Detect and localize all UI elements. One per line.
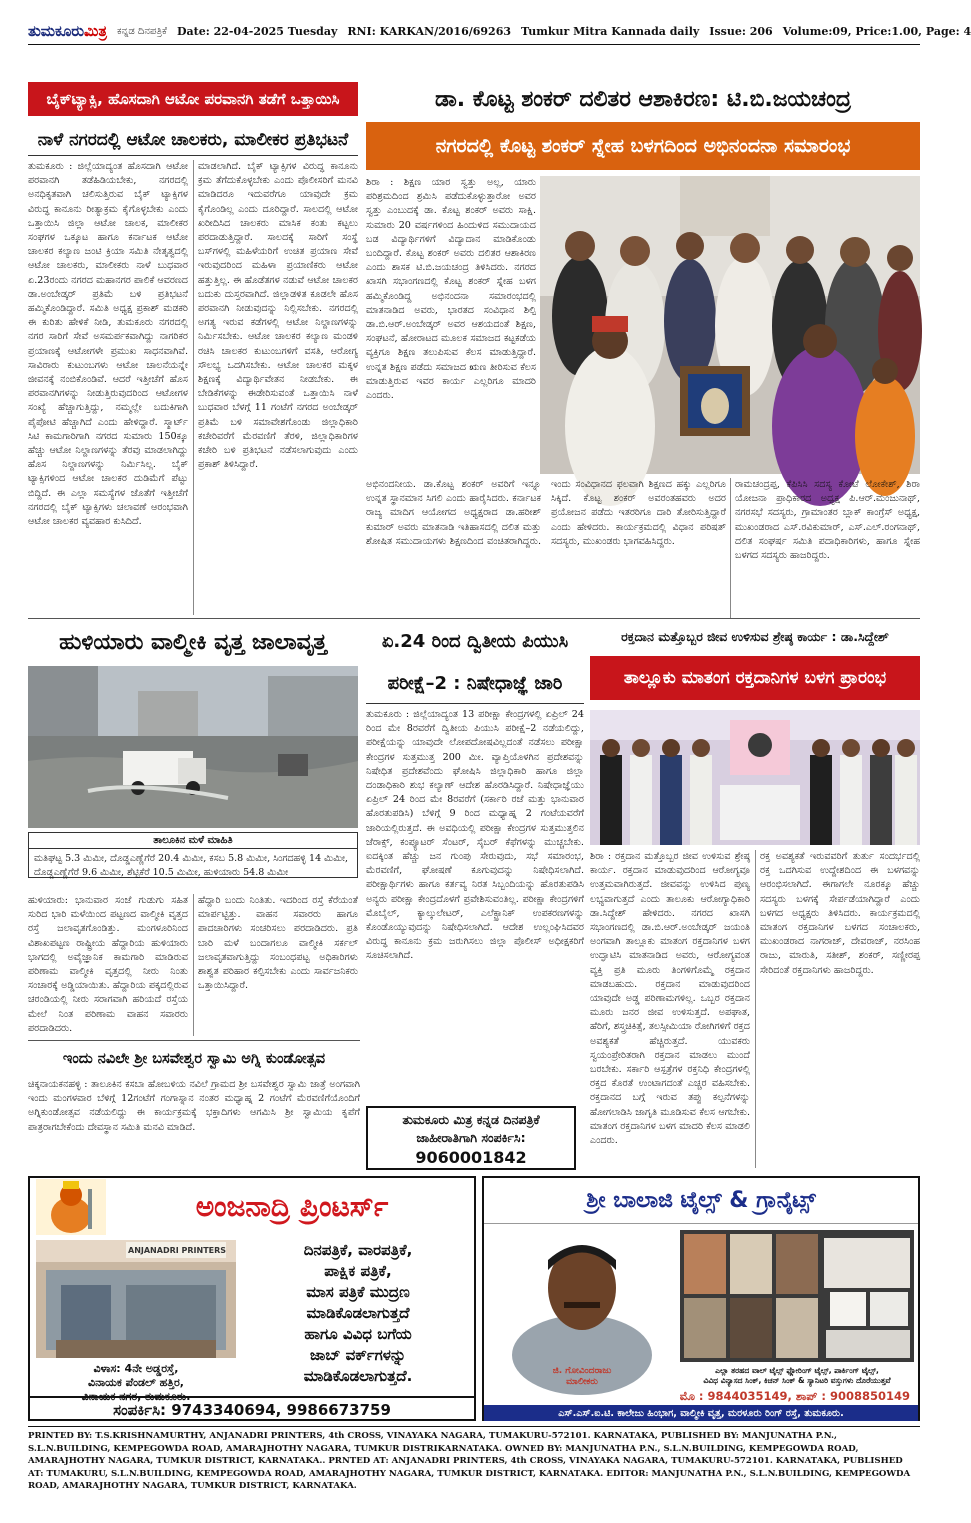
service-line: ಪಾಕ್ಷಿಕ ಪತ್ರಿಕೆ, bbox=[324, 1262, 392, 1280]
ad-anjanadri-printers bbox=[28, 1176, 476, 1421]
ad-contact-box bbox=[366, 1106, 576, 1170]
column-divider bbox=[755, 850, 756, 1168]
volume-price-page: Volume:09, Price:1.00, Page: 4 bbox=[782, 24, 971, 38]
tiles-graphic bbox=[680, 1230, 914, 1362]
felicitation-photo bbox=[540, 176, 920, 474]
owner-name-text: ಜಿ. ಗೋವಿಂದರಾಜು bbox=[552, 1366, 612, 1376]
section-rule bbox=[28, 1040, 360, 1041]
owner-name bbox=[492, 1366, 672, 1388]
puc-story-headline-line1: ಏ.24 ರಿಂದ ದ್ವಿತೀಯ ಪಿಯುಸಿ bbox=[381, 630, 569, 652]
shankar-story-col2b: ರಾಮಚಂದ್ರಪ್ಪ, ಕೆಪಿಸಿಸಿ ಸದಸ್ಯ ಕೋಟೆ ಲೋಕೇಶ್, ಶಿರಾ ಯೋಜನಾ ಪ್ರಾಧಿಕಾರದ ಅಧ್ಯಕ್ಷ ಪಿ.ಆರ್.ಮಂಜುನಾಥ್, ನಗರಸಭೆ ಸದಸ್ಯರು, ಗ್ರಾಮಾಂತರ ಬ್ಲಾಕ್ ಕಾಂಗ್ರೆಸ್ ಅಧ್ಯಕ್ಷ, ಮುಖಂಡರಾದ ಎಸ್.ರವಿಕುಮಾರ್, ಎಸ್.ಎಲ್.ರಂಗನಾಥ್, ದಲಿತ ಸಂಘರ್ಷ ಸಮಿತಿ ಪದಾಧಿಕಾರಿಗಳು, ಹಾಗೂ ಸ್ನೇಹ ಬಳಗದ ಸದಸ್ಯರು ಹಾಜರಿದ್ದರು. bbox=[735, 479, 920, 562]
flooded-circle-graphic bbox=[28, 666, 358, 828]
puc-story-body: ತುಮಕೂರು : ಜಿಲ್ಲೆಯಾದ್ಯಂತ 13 ಪರೀಕ್ಷಾ ಕೇಂದ್ರಗಳಲ್ಲಿ ಏಪ್ರಿಲ್ 24 ರಿಂದ ಮೇ 8ರವರೆಗೆ ದ್ವಿತೀಯ ಪಿಯುಸಿ ಪರೀಕ್ಷೆ–2 ನಡೆಯಲಿದ್ದು, ಪರೀಕ್ಷೆಯನ್ನು ಯಾವುದೇ ಲೋಪದೋಷವಿಲ್ಲದಂತೆ ನಡೆಸಲು ಪರೀಕ್ಷಾ ಕೇಂದ್ರಗಳ ಸುತ್ತಮುತ್ತ 200 ಮೀ. ವ್ಯಾಪ್ತಿಯೊಳಗಿನ ಪ್ರದೇಶವನ್ನು ನಿಷೇಧಿತ ಪ್ರದೇಶವೆಂದು ಘೋಷಿಸಿ ಜಿಲ್ಲಾಧಿಕಾರಿ ಹಾಗೂ ಜಿಲ್ಲಾ ದಂಡಾಧಿಕಾರಿ ಶುಭ ಕಲ್ಯಾಣ್ ಆದೇಶ ಹೊರಡಿಸಿದ್ದಾರೆ. ನಿಷೇಧಾಜ್ಞೆಯು ಏಪ್ರಿಲ್ 24 ರಿಂದ ಮೇ 8ರವರೆಗೆ (ಸರ್ಕಾರಿ ರಜೆ ಮತ್ತು ಭಾನುವಾರ ಹೊರತುಪಡಿಸಿ) ಬೆಳಿಗ್ಗೆ 9 ರಿಂದ ಮಧ್ಯಾಹ್ನ 2 ಗಂಟೆಯವರೆಗೆ ಜಾರಿಯಲ್ಲಿರುತ್ತದೆ. ಈ ಅವಧಿಯಲ್ಲಿ ಪರೀಕ್ಷಾ ಕೇಂದ್ರಗಳ ಸುತ್ತಮುತ್ತಲಿನ ಜೆರಾಕ್ಸ್, ಕಂಪ್ಯೂಟರ್ ಸೆಂಟರ್, ಸೈಬರ್ ಕೆಫೆಗಳನ್ನು ಮುಚ್ಚಬೇಕು. ಐದಕ್ಕಿಂತ ಹೆಚ್ಚು ಜನ ಗುಂಪು ಸೇರುವುದು, ಸಭೆ ಸಮಾರಂಭ, ಮೆರವಣಿಗೆ, ಘೋಷಣೆ ಕೂಗುವುದನ್ನು ನಿಷೇಧಿಸಲಾಗಿದೆ. ಪರೀಕ್ಷಾರ್ಥಿಗಳು ಹಾಗೂ ಕರ್ತವ್ಯ ನಿರತ ಸಿಬ್ಬಂದಿಯನ್ನು ಹೊರತುಪಡಿಸಿ ಅನ್ಯರು ಪರೀಕ್ಷಾ ಕೇಂದ್ರದೊಳಗೆ ಪ್ರವೇಶಿಸುವಂತಿಲ್ಲ. ಪರೀಕ್ಷಾ ಕೇಂದ್ರಗಳಿಗೆ ಮೊಬೈಲ್, ಕ್ಯಾಲ್ಕುಲೇಟರ್, ಎಲೆಕ್ಟ್ರಾನಿಕ್ ಉಪಕರಣಗಳನ್ನು ಕೊಂಡೊಯ್ಯುವುದನ್ನು ನಿಷೇಧಿಸಲಾಗಿದೆ. ಆದೇಶ ಉಲ್ಲಂಘಿಸಿದವರ ವಿರುದ್ಧ ಕಾನೂನು ಕ್ರಮ ಜರುಗಿಸಲು ಜಿಲ್ಲಾ ಪೊಲೀಸ್ ಅಧೀಕ್ಷಕರಿಗೆ ಸೂಚಿಸಲಾಗಿದೆ. bbox=[366, 709, 584, 962]
service-line: ಮಾಡಿಕೊಡಲಾಗುತ್ತದೆ bbox=[306, 1304, 410, 1322]
auto-story-headline: ನಾಳೆ ನಗರದಲ್ಲಿ ಆಟೋ ಚಾಲಕರು, ಮಾಲೀಕರ ಪ್ರತಿಭಟನೆ bbox=[28, 124, 358, 156]
rain-info-title: ತಾಲೂಕಿನ ಮಳೆ ಮಾಹಿತಿ bbox=[29, 833, 357, 849]
ad-contact-phone: 9060001842 bbox=[415, 1148, 527, 1167]
address-line: ವಿನಾಯಕ ನಗರ, ತುಮಕೂರು. bbox=[81, 1390, 191, 1403]
masthead bbox=[28, 20, 971, 42]
footer-rule bbox=[28, 1426, 920, 1427]
owner-portrait-graphic bbox=[492, 1230, 672, 1362]
ad-contact-paper: ತುಮಕೂರು ಮಿತ್ರ ಕನ್ನಡ ದಿನಪತ್ರಿಕೆ bbox=[402, 1112, 540, 1127]
shop-signboard: ANJANADRI PRINTERS bbox=[128, 1246, 227, 1255]
blood-story-kicker: ರಕ್ತದಾನ ಮತ್ತೊಬ್ಬರ ಜೀವ ಉಳಿಸುವ ಶ್ರೇಷ್ಠ ಕಾರ್ಯ : ಡಾ.ಸಿದ್ದೇಶ್ bbox=[621, 629, 889, 644]
huliyar-story-col1: ಹುಳಿಯಾರು: ಭಾನುವಾರ ಸಂಜೆ ಗುಡುಗು ಸಹಿತ ಸುರಿದ ಭಾರಿ ಮಳೆಯಿಂದ ಪಟ್ಟಣದ ವಾಲ್ಮೀಕಿ ವೃತ್ತದ ರಸ್ತೆ ಜಲಾವೃತಗೊಂಡಿತ್ತು. ಮಂಗಳೂರಿನಿಂದ ವಿಶಾಖಪಟ್ಟಣ ರಾಷ್ಟ್ರೀಯ ಹೆದ್ದಾರಿಯ ಹುಳಿಯಾರು ಭಾಗದಲ್ಲಿ ಅವೈಜ್ಞಾನಿಕ ಕಾಮಗಾರಿ ಮಾಡಿರುವ ಪರಿಣಾಮ ವಾಲ್ಮೀಕಿ ವೃತ್ತದಲ್ಲಿ ನೀರು ನಿಂತು ಸಂಚಾರಕ್ಕೆ ಅಡ್ಡಿಯಾಯಿತು. ಹೆದ್ದಾರಿಯ ಪಕ್ಕದಲ್ಲಿರುವ ಚರಂಡಿಯಲ್ಲಿ ನೀರು ಸರಾಗವಾಗಿ ಹರಿಯದೆ ರಸ್ತೆಯ ಮೇಲೆ ನಿಂತ ಪರಿಣಾಮ ವಾಹನ ಸವಾರರು ಪರದಾಡಿದರು. bbox=[28, 895, 188, 1034]
tagline-line: ವಿವಿಧ ವಿನ್ಯಾಸದ ಸಿಂಕ್, ಕಿಚನ್ ಸಿಂಕ್ & ಸ್ಯಾನಿಟರಿ ವಸ್ತುಗಳು ದೊರೆಯುತ್ತವೆ bbox=[703, 1376, 891, 1385]
hanuman-icon bbox=[36, 1179, 106, 1235]
tagline-line: ಎಲ್ಲಾ ತರಹದ ವಾಲ್ ಟೈಲ್ಸ್ ಫ್ಲೋರಿಂಗ್ ಟೈಲ್ಸ್, ಪಾರ್ಕಿಂಗ್ ಟೈಲ್ಸ್, bbox=[715, 1366, 879, 1375]
section-rule bbox=[28, 618, 920, 619]
ad-balaji-tiles bbox=[482, 1176, 920, 1421]
ad-anjanadri-header bbox=[30, 1178, 478, 1236]
issue-number: Issue: 206 bbox=[709, 24, 773, 38]
blood-story-col1: ಶಿರಾ : ರಕ್ತದಾನ ಮತ್ತೊಬ್ಬರ ಜೀವ ಉಳಿಸುವ ಶ್ರೇಷ್ಠ ಕಾರ್ಯ. ರಕ್ತದಾನ ಮಾಡುವುದರಿಂದ ಆರೋಗ್ಯವೂ ಉತ್ತಮವಾಗಿರುತ್ತದೆ. ಜೀವವನ್ನು ಉಳಿಸಿದ ಪುಣ್ಯ ಲಭ್ಯವಾಗುತ್ತದೆ ಎಂದು ತಾಲೂಕು ಆರೋಗ್ಯಾಧಿಕಾರಿ ಡಾ.ಸಿದ್ದೇಶ್ ಹೇಳಿದರು. ನಗರದ ಖಾಸಗಿ ಸಭಾಂಗಣದಲ್ಲಿ ಡಾ.ಬಿ.ಆರ್.ಅಂಬೇಡ್ಕರ್ ಜಯಂತಿ ಅಂಗವಾಗಿ ತಾಲ್ಲೂಕು ಮಾತಂಗ ರಕ್ತದಾನಿಗಳ ಬಳಗ ಉದ್ಘಾಟಿಸಿ ಮಾತನಾಡಿದ ಅವರು, ಆರೋಗ್ಯವಂತ ವ್ಯಕ್ತಿ ಪ್ರತಿ ಮೂರು ತಿಂಗಳಿಗೊಮ್ಮೆ ರಕ್ತದಾನ ಮಾಡಬಹುದು. ರಕ್ತದಾನ ಮಾಡುವುದರಿಂದ ಯಾವುದೇ ಅಡ್ಡ ಪರಿಣಾಮಗಳಿಲ್ಲ. ಒಬ್ಬರ ರಕ್ತದಾನ ಮೂರು ಜನರ ಜೀವ ಉಳಿಸುತ್ತದೆ. ಅಪಘಾತ, ಹೆರಿಗೆ, ಶಸ್ತ್ರಚಿಕಿತ್ಸೆ, ತಲಸ್ಸೀಮಿಯಾ ರೋಗಿಗಳಿಗೆ ರಕ್ತದ ಅವಶ್ಯಕತೆ ಹೆಚ್ಚಿರುತ್ತದೆ. ಯುವಕರು ಸ್ವಯಂಪ್ರೇರಿತರಾಗಿ ರಕ್ತದಾನ ಮಾಡಲು ಮುಂದೆ ಬರಬೇಕು. ಸರ್ಕಾರಿ ಆಸ್ಪತ್ರೆಗಳ ರಕ್ತನಿಧಿ ಕೇಂದ್ರಗಳಲ್ಲಿ ರಕ್ತದ ಕೊರತೆ ಉಂಟಾಗದಂತೆ ಎಚ್ಚರ ವಹಿಸಬೇಕು. ರಕ್ತದಾನದ ಬಗ್ಗೆ ಇರುವ ತಪ್ಪು ಕಲ್ಪನೆಗಳನ್ನು ಹೋಗಲಾಡಿಸಿ ಜಾಗೃತಿ ಮೂಡಿಸುವ ಕೆಲಸ ಆಗಬೇಕು. ಮಾತಂಗ ರಕ್ತದಾನಿಗಳ ಬಳಗ ಮಾದರಿ ಕೆಲಸ ಮಾಡಲಿ ಎಂದರು. bbox=[590, 851, 750, 1147]
column-divider bbox=[730, 478, 731, 618]
service-line: ಜಾಬ್ ವರ್ಕ್‌ಗಳನ್ನು bbox=[309, 1346, 407, 1364]
blood-donors-graphic bbox=[590, 710, 920, 845]
blood-donors-group-photo bbox=[590, 710, 920, 845]
basaveshwara-story-body: ಚಿಕ್ಕನಾಯಕನಹಳ್ಳಿ : ತಾಲೂಕಿನ ಕಸಬಾ ಹೋಬಳಿಯ ನವಿಲೆ ಗ್ರಾಮದ ಶ್ರೀ ಬಸವೇಶ್ವರ ಸ್ವಾಮಿ ಜಾತ್ರೆ ಅಂಗವಾಗಿ ಇಂದು ಮಂಗಳವಾರ ಬೆಳಿಗ್ಗೆ 12ಗಂಟೆಗೆ ಗಂಗಾಸ್ನಾನ ನಂತರ ಮಧ್ಯಾಹ್ನ 2 ಗಂಟೆಗೆ ಮೆರವಣಿಗೆಯೊಂದಿಗೆ ಅಗ್ನಿಕುಂಡೋತ್ಸವ ನಡೆಯಲಿದ್ದು ಈ ಕಾರ್ಯಕ್ರಮಕ್ಕೆ ಭಕ್ತಾದಿಗಳು ಆಗಮಿಸಿ ಶ್ರೀ ಸ್ವಾಮಿಯ ಕೃಪೆಗೆ ಪಾತ್ರರಾಗಬೇಕೆಂದು ದೇವಸ್ಥಾನ ಸಮಿತಿ ಮನವಿ ಮಾಡಿದೆ. bbox=[28, 1079, 360, 1133]
ad-balaji-title: ಶ್ರೀ ಬಾಲಾಜಿ ಟೈಲ್ಸ್ & ಗ್ರಾನೈಟ್ಸ್ bbox=[484, 1178, 918, 1224]
flooded-circle-photo bbox=[28, 666, 358, 828]
shankar-story-headline: ಡಾ. ಕೊಟ್ಟ ಶಂಕರ್ ದಲಿತರ ಆಶಾಕಿರಣ: ಟಿ.ಬಿ.ಜಯಚಂದ್ರ bbox=[434, 86, 852, 112]
auto-story-col1: ತುಮಕೂರು : ಜಿಲ್ಲೆಯಾದ್ಯಂತ ಹೊಸದಾಗಿ ಆಟೋ ಪರವಾನಗಿ ತಡೆಹಿಡಿಯಬೇಕು, ನಗರದಲ್ಲಿ ಅನಧಿಕೃತವಾಗಿ ಚಲಿಸುತ್ತಿರುವ ಬೈಕ್ ಟ್ಯಾಕ್ಸಿಗಳ ವಿರುದ್ಧ ಕಾನೂನು ರೀತ್ಯಾಕ್ರಮ ಕೈಗೊಳ್ಳಬೇಕು ಎಂದು ಒತ್ತಾಯಿಸಿ ಜಿಲ್ಲಾ ಆಟೋ ಚಾಲಕ, ಮಾಲೀಕರ ಸಂಘಗಳ ಒಕ್ಕೂಟ ಹಾಗೂ ಕರ್ನಾಟಕ ಆಟೋ ಚಾಲಕರ ಕಲ್ಯಾಣ ಜಂಟಿ ಕ್ರಿಯಾ ಸಮಿತಿ ನೇತೃತ್ವದಲ್ಲಿ ಆಟೋ ಚಾಲಕರು, ಮಾಲೀಕರು ನಾಳೆ ಬುಧವಾರ ಏ.23ರಂದು ನಗರದ ಮಹಾನಗರ ಪಾಲಿಕೆ ಆವರಣದ ಡಾ.ಅಂಬೇಡ್ಕರ್ ಪ್ರತಿಮೆ ಬಳಿ ಪ್ರತಿಭಟನೆ ಹಮ್ಮಿಕೊಂಡಿದ್ದಾರೆ. ಸಮಿತಿ ಅಧ್ಯಕ್ಷ ಪ್ರಕಾಶ್ ಮಡಕರಿ ಈ ಕುರಿತು ಹೇಳಿಕೆ ನೀಡಿ, ತುಮಕೂರು ನಗರದಲ್ಲಿ ನಗರ ಸಾರಿಗೆ ಸೇವೆ ಅಸಮರ್ಪಕವಾಗಿದ್ದು ನಾಗರಿಕರ ಪ್ರಯಾಣಕ್ಕೆ ಆಟೋಗಳೇ ಪ್ರಮುಖ ಸಾಧನವಾಗಿವೆ. ಸಾವಿರಾರು ಕುಟುಂಬಗಳು ಆಟೋ ಚಾಲನೆಯನ್ನೇ ಜೀವನಕ್ಕೆ ನಂಬಿಕೊಂಡಿವೆ. ಆದರೆ ಇತ್ತೀಚೆಗೆ ಹೊಸ ಪರವಾನಗಿಗಳನ್ನು ನೀಡುತ್ತಿರುವುದರಿಂದ ಆಟೋಗಳ ಸಂಖ್ಯೆ ಹೆಚ್ಚಾಗುತ್ತಿದ್ದು, ನಮ್ಮಲ್ಲೇ ಬದುಕಿಗಾಗಿ ಪೈಪೋಟಿ ಹೆಚ್ಚಾಗಿದೆ ಎಂದು ಹೇಳಿದ್ದಾರೆ. ಸ್ಮಾರ್ಟ್ ಸಿಟಿ ಕಾಮಗಾರಿಗಾಗಿ ನಗರದ ಸುಮಾರು 150ಕ್ಕೂ ಹೆಚ್ಚು ಆಟೋ ನಿಲ್ದಾಣಗಳನ್ನು ತೆರವು ಮಾಡಲಾಗಿದ್ದು ಹೊಸ ನಿಲ್ದಾಣಗಳನ್ನು ನಿರ್ಮಿಸಿಲ್ಲ. ಬೈಕ್ ಟ್ಯಾಕ್ಸಿಗಳಿಂದ ಆಟೋ ಚಾಲಕರ ದುಡಿಮೆಗೆ ಪೆಟ್ಟು ಬಿದ್ದಿದೆ. ಈ ಎಲ್ಲಾ ಸಮಸ್ಯೆಗಳ ಜೊತೆಗೆ ಇತ್ತೀಚೆಗೆ ನಗರದಲ್ಲಿ ಬೈಕ್ ಟ್ಯಾಕ್ಸಿಗಳು ಚಲಾವಣೆ ಆರಂಭವಾಗಿ ಆಟೋ ಚಾಲಕರ ವ್ಯವಹಾರ ಕುಸಿದಿದೆ. bbox=[28, 161, 188, 528]
column-divider bbox=[193, 894, 194, 1036]
address-line: ವಿನಾಯಕ ಪೆಂಡಲ್ ಹತ್ತಿರ, bbox=[88, 1376, 184, 1389]
ad-balaji-tagline bbox=[680, 1366, 914, 1386]
huliyar-story-headline: ಹುಳಿಯಾರು ವಾಲ್ಮೀಕಿ ವೃತ್ತ ಜಾಲಾವೃತ್ತ bbox=[59, 629, 327, 655]
masthead-rule bbox=[28, 44, 920, 45]
auto-story-kicker: ಬೈಕ್‌ಟ್ಯಾಕ್ಸಿ, ಹೊಸದಾಗಿ ಆಟೋ ಪರವಾನಗಿ ತಡೆಗೆ ಒತ್ತಾಯಿಸಿ bbox=[28, 82, 358, 116]
ad-anjanadri-title: ಅಂಜನಾದ್ರಿ ಪ್ರಿಂಟರ್ಸ್ bbox=[195, 1190, 389, 1223]
felicitation-photo-graphic bbox=[540, 176, 920, 474]
auto-story-col2: ಮಾಡಲಾಗಿದೆ. ಬೈಕ್ ಟ್ಯಾಕ್ಸಿಗಳ ವಿರುದ್ಧ ಕಾನೂನು ಕ್ರಮ ತೆಗೆದುಕೊಳ್ಳಬೇಕು ಎಂದು ಪೊಲೀಸರಿಗೆ ಮನವಿ ಮಾಡಿದರೂ ಇದುವರೆಗೂ ಯಾವುದೇ ಕ್ರಮ ಕೈಗೊಂಡಿಲ್ಲ ಎಂದು ದೂರಿದ್ದಾರೆ. ಸಾಲದಲ್ಲಿ ಆಟೋ ಖರೀದಿಸಿದ ಚಾಲಕರು ಮಾಸಿಕ ಕಂತು ಕಟ್ಟಲು ಪರದಾಡುತ್ತಿದ್ದಾರೆ. ಸಾಲದಕ್ಕೆ ಸಾರಿಗೆ ಸಂಸ್ಥೆ ಬಸ್‌ಗಳಲ್ಲಿ ಮಹಿಳೆಯರಿಗೆ ಉಚಿತ ಪ್ರಯಾಣ ಸೇವೆ ಇರುವುದರಿಂದ ಮಹಿಳಾ ಪ್ರಯಾಣಿಕರು ಆಟೋ ಹತ್ತುತ್ತಿಲ್ಲ. ಈ ಹೊಡೆತಗಳ ನಡುವೆ ಆಟೋ ಚಾಲಕರ ಬದುಕು ದುಸ್ತರವಾಗಿದೆ. ಜಿಲ್ಲಾಡಳಿತ ಕೂಡಲೇ ಹೊಸ ಪರವಾನಗಿ ನೀಡುವುದನ್ನು ನಿಲ್ಲಿಸಬೇಕು. ನಗರದಲ್ಲಿ ಅಗತ್ಯ ಇರುವ ಕಡೆಗಳಲ್ಲಿ ಆಟೋ ನಿಲ್ದಾಣಗಳನ್ನು ನಿರ್ಮಿಸಬೇಕು. ಆಟೋ ಚಾಲಕರ ಕಲ್ಯಾಣ ಮಂಡಳಿ ರಚಿಸಿ ಚಾಲಕರ ಕುಟುಂಬಗಳಿಗೆ ವಸತಿ, ಆರೋಗ್ಯ ಸೌಲಭ್ಯ ಒದಗಿಸಬೇಕು. ಆಟೋ ಚಾಲಕರ ಮಕ್ಕಳ ಶಿಕ್ಷಣಕ್ಕೆ ವಿದ್ಯಾರ್ಥಿವೇತನ ನೀಡಬೇಕು. ಈ ಬೇಡಿಕೆಗಳನ್ನು ಈಡೇರಿಸುವಂತೆ ಒತ್ತಾಯಿಸಿ ನಾಳೆ ಬುಧವಾರ ಬೆಳಗ್ಗೆ 11 ಗಂಟೆಗೆ ನಗರದ ಅಂಬೇಡ್ಕರ್ ಪ್ರತಿಮೆ ಬಳಿ ಸಮಾವೇಶಗೊಂಡು ಜಿಲ್ಲಾಧಿಕಾರಿ ಕಚೇರಿವರೆಗೆ ಮೆರವಣಿಗೆ ತೆರಳಿ, ಜಿಲ್ಲಾಧಿಕಾರಿಗಳ ಕಚೇರಿ ಬಳಿ ಪ್ರತಿಭಟನೆ ನಡೆಸಲಾಗುವುದು ಎಂದು ಪ್ರಕಾಶ್ ತಿಳಿಸಿದ್ದಾರೆ. bbox=[198, 161, 358, 471]
puc-story-headline-line2: ಪರೀಕ್ಷೆ–2 : ನಿಷೇಧಾಜ್ಞೆ ಜಾರಿ bbox=[366, 664, 584, 704]
shankar-story-col1b: ಅಭಿನಂದನೀಯ. ಡಾ.ಕೊಟ್ಟ ಶಂಕರ್ ಅವರಿಗೆ ಇನ್ನೂ ಉನ್ನತ ಸ್ಥಾನಮಾನ ಸಿಗಲಿ ಎಂದು ಹಾರೈಸಿದರು. ಕರ್ನಾಟಕ ರಾಜ್ಯ ಮಾದಿಗ ಆಯೋಗದ ಅಧ್ಯಕ್ಷರಾದ ಡಾ.ಹರೀಶ್ ಕುಮಾರ್ ಅವರು ಮಾತನಾಡಿ ಇತಿಹಾಸದಲ್ಲಿ ದಲಿತ ಮತ್ತು ಶೋಷಿತ ಸಮುದಾಯಗಳು ಶಿಕ್ಷಣದಿಂದ ವಂಚಿತರಾಗಿದ್ದರು. ಇಂದು ಸಂವಿಧಾನದ ಫಲವಾಗಿ ಶಿಕ್ಷಣದ ಹಕ್ಕು ಎಲ್ಲರಿಗೂ ಸಿಕ್ಕಿದೆ. ಕೊಟ್ಟ ಶಂಕರ್ ಅವರಂತಹವರು ಅದರ ಪ್ರಯೋಜನ ಪಡೆದು ಇತರರಿಗೂ ದಾರಿ ತೋರಿಸುತ್ತಿದ್ದಾರೆ ಎಂದು ಹೇಳಿದರು. ಕಾರ್ಯಕ್ರಮದಲ್ಲಿ ವಿಧಾನ ಪರಿಷತ್ ಸದಸ್ಯರು, ಮುಖಂಡರು ಭಾಗವಹಿಸಿದ್ದರು. bbox=[366, 479, 726, 547]
printers-shop-photo bbox=[36, 1240, 236, 1358]
service-line: ದಿನಪತ್ರಿಕೆ, ವಾರಪತ್ರಿಕೆ, bbox=[303, 1241, 413, 1259]
ad-balaji-address: ಎಸ್.ಎಸ್.ಐ.ಟಿ. ಕಾಲೇಜು ಹಿಂಭಾಗ, ವಾಲ್ಮೀಕಿ ವೃತ್ತ, ಮರಳೂರು ರಿಂಗ್ ರಸ್ತೆ, ತುಮಕೂರು. bbox=[484, 1405, 918, 1421]
ad-contact-label: ಜಾಹೀರಾತಿಗಾಗಿ ಸಂಪರ್ಕಿಸಿ: bbox=[416, 1130, 526, 1145]
service-line: ಮಾಡಿಕೊಡಲಾಗುತ್ತದೆ. bbox=[303, 1367, 413, 1385]
column-divider bbox=[193, 160, 194, 615]
owner-role-text: ಮಾಲೀಕರು bbox=[566, 1377, 598, 1387]
newspaper-logo: ತುಮಕೂರುಮಿತ್ರ bbox=[28, 22, 107, 40]
issue-date: Date: 22-04-2025 Tuesday bbox=[176, 24, 338, 38]
service-line: ಹಾಗೂ ವಿವಿಧ ಬಗೆಯ bbox=[304, 1325, 412, 1343]
shankar-story-col1: ಶಿರಾ : ಶಿಕ್ಷಣ ಯಾರ ಸ್ವತ್ತು ಅಲ್ಲ, ಯಾರು ಪರಿಶ್ರಮದಿಂದ ಶ್ರಮಿಸಿ ಪಡೆದುಕೊಳ್ಳುತ್ತಾರೋ ಅವರ ಸ್ವತ್ತು ಎಂಬುದಕ್ಕೆ ಡಾ. ಕೊಟ್ಟ ಶಂಕರ್ ಅವರು ಸಾಕ್ಷಿ. ಸುಮಾರು 20 ವರ್ಷಗಳಿಂದ ಹಿಂದುಳಿದ ಸಮುದಾಯದ ಬಡ ವಿದ್ಯಾರ್ಥಿಗಳಿಗೆ ವಿದ್ಯಾದಾನ ಮಾಡಿಕೊಂಡು ಬಂದಿದ್ದಾರೆ. ಕೊಟ್ಟ ಶಂಕರ್ ಅವರು ದಲಿತರ ಆಶಾಕಿರಣ ಎಂದು ಶಾಸಕ ಟಿ.ಬಿ.ಜಯಚಂದ್ರ ತಿಳಿಸಿದರು. ನಗರದ ಖಾಸಗಿ ಸಭಾಂಗಣದಲ್ಲಿ ಕೊಟ್ಟ ಶಂಕರ್ ಸ್ನೇಹ ಬಳಗ ಹಮ್ಮಿಕೊಂಡಿದ್ದ ಅಭಿನಂದನಾ ಸಮಾರಂಭದಲ್ಲಿ ಮಾತನಾಡಿದ ಅವರು, ಭಾರತದ ಸಂವಿಧಾನ ಶಿಲ್ಪಿ ಡಾ.ಬಿ.ಆರ್.ಅಂಬೇಡ್ಕರ್ ಅವರ ಆಶಯದಂತೆ ಶಿಕ್ಷಣ, ಸಂಘಟನೆ, ಹೋರಾಟದ ಮೂಲಕ ಸಮಾಜದ ಕಟ್ಟಕಡೆಯ ವ್ಯಕ್ತಿಗೂ ಶಿಕ್ಷಣ ತಲುಪಿಸುವ ಕೆಲಸ ಮಾಡುತ್ತಿದ್ದಾರೆ. ಉನ್ನತ ಶಿಕ್ಷಣ ಪಡೆದು ಸಮಾಜದ ಋಣ ತೀರಿಸುವ ಕೆಲಸ ಮಾಡುತ್ತಿರುವ ಇವರ ಕಾರ್ಯ ಎಲ್ಲರಿಗೂ ಮಾದರಿ ಎಂದರು. bbox=[366, 177, 536, 402]
ad-anjanadri-contact: ಸಂಪರ್ಕಿಸಿ: 9743340694, 9986673759 bbox=[30, 1396, 474, 1421]
imprint-footer: PRINTED BY: T.S.KRISHNAMURTHY, ANJANADRI PRINTERS, 4th CROSS, VINAYAKA NAGARA, TUMAKURU-572101. KARNATAKA, PUBLISHED BY: MANJUNATHA P.N., S.L.N.BUILDING, KEMPEGOWDA ROAD, AMARAJHOTHY NAGARA, TUMKUR DISTRIKARNATAKA. OWNED BY: MANJUNATHA P.N., S.L.N.BUILDING, KEMPEGOWDA ROAD, AMARAJHOTHY NAGARA, TUMKUR DISTRICT, KARNATAKA.. PRNTED AT: ANJANADRI PRINTERS, 4th CROSS, VINAYAKA NAGARA, TUMAKURU-572101. KARNATAKA, PUBLISHED AT: TUMAKURU, S.L.N.BUILDING, KEMPEGOWDA ROAD, AMARAJHOTHY NAGARA, TUMKUR DISTRICT, KARNATAKA. EDITOR: MANJUNATHA P.N., S.L.N.BUILDING, KEMPEGOWDA ROAD, AMARAJHOTHY NAGARA, TUMKUR DISTRICT, KARNATAKA. bbox=[28, 1431, 911, 1491]
newspaper-subtitle: ಕನ್ನಡ ದಿನಪತ್ರಿಕೆ bbox=[116, 25, 167, 37]
rni-number: RNI: KARKAN/2016/69263 bbox=[347, 24, 512, 38]
tiles-showroom-photo bbox=[680, 1230, 914, 1362]
huliyar-story-col2: ಹೆದ್ದಾರಿ ಬಂದು ನಿಂತಿತು. ಇದರಿಂದ ರಸ್ತೆ ಕೆರೆಯಂತೆ ಮಾರ್ಪಟ್ಟಿತ್ತು. ವಾಹನ ಸವಾರರು ಹಾಗೂ ಪಾದಚಾರಿಗಳು ಸಂಚರಿಸಲು ಪರದಾಡಿದರು. ಪ್ರತಿ ಬಾರಿ ಮಳೆ ಬಂದಾಗಲೂ ವಾಲ್ಮೀಕಿ ಸರ್ಕಲ್ ಜಲಾವೃತವಾಗುತ್ತಿದ್ದು ಸಂಬಂಧಪಟ್ಟ ಅಧಿಕಾರಿಗಳು ಶಾಶ್ವತ ಪರಿಹಾರ ಕಲ್ಪಿಸಬೇಕು ಎಂದು ಸಾರ್ವಜನಿಕರು ಒತ್ತಾಯಿಸಿದ್ದಾರೆ. bbox=[198, 895, 358, 992]
ad-anjanadri-services bbox=[244, 1240, 472, 1390]
blood-story-col2: ರಕ್ತ ಅವಶ್ಯಕತೆ ಇರುವವರಿಗೆ ತುರ್ತು ಸಂದರ್ಭದಲ್ಲಿ ರಕ್ತ ಒದಗಿಸುವ ಉದ್ದೇಶದಿಂದ ಈ ಬಳಗವನ್ನು ಆರಂಭಿಸಲಾಗಿದೆ. ಈಗಾಗಲೇ ನೂರಕ್ಕೂ ಹೆಚ್ಚು ಸದಸ್ಯರು ಬಳಗಕ್ಕೆ ಸೇರ್ಪಡೆಯಾಗಿದ್ದಾರೆ ಎಂದು ಬಳಗದ ಅಧ್ಯಕ್ಷರು ತಿಳಿಸಿದರು. ಕಾರ್ಯಕ್ರಮದಲ್ಲಿ ಮಾತಂಗ ರಕ್ತದಾನಿಗಳ ಬಳಗದ ಸಂಚಾಲಕರು, ಮುಖಂಡರಾದ ನಾಗರಾಜ್, ದೇವರಾಜ್, ನರಸಿಂಹ ರಾಜು, ಮಾರುತಿ, ಸತೀಶ್, ಶಂಕರ್, ಸಣ್ಣೀರಪ್ಪ ಸೇರಿದಂತೆ ರಕ್ತದಾನಿಗಳು ಹಾಜರಿದ್ದರು. bbox=[760, 851, 920, 976]
paper-name: Tumkur Mitra Kannada daily bbox=[521, 24, 700, 38]
address-line: ವಿಳಾಸ: 4ನೇ ಅಡ್ಡರಸ್ತೆ, bbox=[93, 1362, 179, 1375]
rain-info-body: ಮತಿಘಟ್ಟ 5.3 ಮಿಮೀ, ದೊಡ್ಡಎಣ್ಣೆಗೆರೆ 20.4 ಮಿಮೀ, ಕಸಬ 5.8 ಮಿಮೀ, ಸಿಂಗದಹಳ್ಳಿ 14 ಮಿಮೀ, ದೊಡ್ಡಎಣ್ಣೆಗೆರೆ 9.6 ಮಿಮೀ, ಶೆಟ್ಟಿಕೆರೆ 10.5 ಮಿಮೀ, ಹುಳಿಯಾರು 54.8 ಮಿಮೀ bbox=[34, 853, 349, 878]
basaveshwara-story-headline: ಇಂದು ನವಿಲೇ ಶ್ರೀ ಬಸವೇಶ್ವರ ಸ್ವಾಮಿ ಅಗ್ನಿ ಕುಂಡೋತ್ಸವ bbox=[62, 1051, 326, 1067]
owner-photo bbox=[492, 1230, 672, 1362]
service-line: ಮಾಸ ಪತ್ರಿಕೆ ಮುದ್ರಣ bbox=[306, 1283, 410, 1301]
blood-story-headline: ತಾಲ್ಲೂಕು ಮಾತಂಗ ರಕ್ತದಾನಿಗಳ ಬಳಗ ಪ್ರಾರಂಭ bbox=[590, 656, 920, 700]
shankar-story-subhead: ನಗರದಲ್ಲಿ ಕೊಟ್ಟ ಶಂಕರ್ ಸ್ನೇಹ ಬಳಗದಿಂದ ಅಭಿನಂದನಾ ಸಮಾರಂಭ bbox=[366, 122, 920, 170]
rain-info-box bbox=[28, 832, 358, 878]
ad-balaji-phone: ಮೊ : 9844035149, ಶಾಪ್ : 9008850149 bbox=[679, 1389, 910, 1403]
